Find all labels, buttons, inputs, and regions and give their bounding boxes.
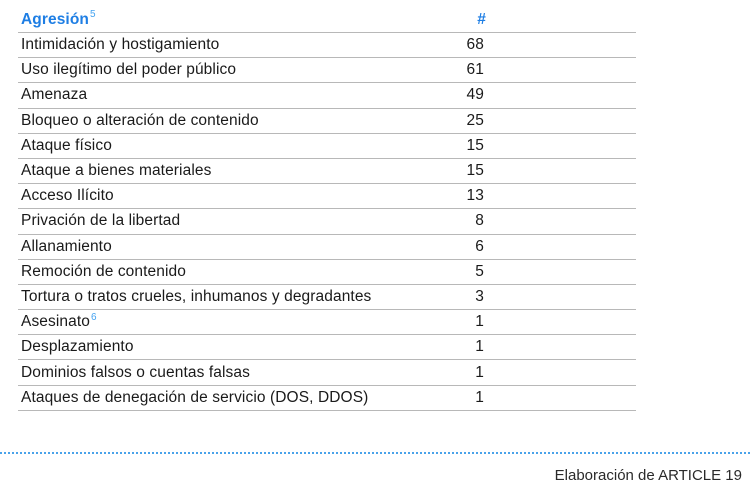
table-row — [18, 109, 636, 134]
row-label-cell — [18, 187, 424, 205]
header-label: Agresión — [21, 10, 89, 28]
row-count: 5 — [475, 262, 484, 280]
row-label: Intimidación y hostigamiento — [21, 36, 220, 54]
row-count: 49 — [466, 86, 484, 104]
row-count: 61 — [466, 61, 484, 79]
dotted-divider — [0, 452, 750, 454]
table-row — [18, 184, 636, 209]
table-row — [18, 235, 636, 260]
row-label: Uso ilegítimo del poder público — [21, 61, 237, 79]
table-row — [18, 33, 636, 58]
row-count: 1 — [475, 338, 484, 356]
row-label: Remoción de contenido — [21, 262, 186, 280]
row-count: 3 — [475, 287, 484, 305]
table-row — [18, 260, 636, 285]
table-row — [18, 83, 636, 108]
row-label-cell — [18, 61, 424, 79]
aggression-table — [18, 7, 636, 411]
table-row — [18, 386, 636, 411]
row-count: 68 — [466, 36, 484, 54]
row-label-cell — [18, 86, 424, 104]
footnote-marker: 6 — [90, 312, 97, 323]
row-label: Allanamiento — [21, 237, 112, 255]
header-count-label: # — [477, 10, 486, 28]
row-count: 13 — [466, 187, 484, 205]
row-count: 8 — [475, 212, 484, 230]
row-label-cell — [18, 364, 424, 382]
row-label-cell — [18, 137, 424, 155]
table-row — [18, 58, 636, 83]
row-label: Ataque a bienes materiales — [21, 162, 212, 180]
row-label-cell — [18, 162, 424, 180]
source-credit: Elaboración de ARTICLE 19 — [554, 467, 742, 484]
row-label: Acceso Ilícito — [21, 187, 114, 205]
row-label: Desplazamiento — [21, 338, 134, 356]
row-count: 1 — [475, 313, 484, 331]
table-header-row — [18, 7, 636, 33]
row-count: 15 — [466, 162, 484, 180]
row-count: 1 — [475, 388, 484, 406]
row-label: Bloqueo o alteración de contenido — [21, 111, 259, 129]
row-label: Ataques de denegación de servicio (DOS, DDOS) — [21, 388, 369, 406]
row-label-cell — [18, 36, 424, 54]
row-label-cell — [18, 338, 424, 356]
row-label-cell — [18, 313, 424, 331]
row-count: 15 — [466, 136, 484, 154]
row-label: Asesinato — [21, 313, 90, 331]
row-label: Privación de la libertad — [21, 212, 181, 230]
table-row — [18, 360, 636, 385]
table-row — [18, 285, 636, 310]
row-count: 25 — [466, 111, 484, 129]
row-label: Amenaza — [21, 86, 88, 104]
header-footnote-marker: 5 — [89, 9, 96, 21]
row-label-cell — [18, 389, 424, 407]
row-label-cell — [18, 263, 424, 281]
table-row — [18, 335, 636, 360]
header-label-cell — [18, 11, 426, 29]
row-label-cell — [18, 288, 424, 306]
table-row — [18, 159, 636, 184]
row-count: 6 — [475, 237, 484, 255]
row-label: Tortura o tratos crueles, inhumanos y degradantes — [21, 287, 372, 305]
table-row — [18, 310, 636, 335]
table-row — [18, 134, 636, 159]
row-label-cell — [18, 238, 424, 256]
table-row — [18, 209, 636, 234]
row-label-cell — [18, 212, 424, 230]
row-label: Dominios falsos o cuentas falsas — [21, 363, 250, 381]
row-label: Ataque físico — [21, 136, 112, 154]
row-count: 1 — [475, 363, 484, 381]
row-label-cell — [18, 112, 424, 130]
